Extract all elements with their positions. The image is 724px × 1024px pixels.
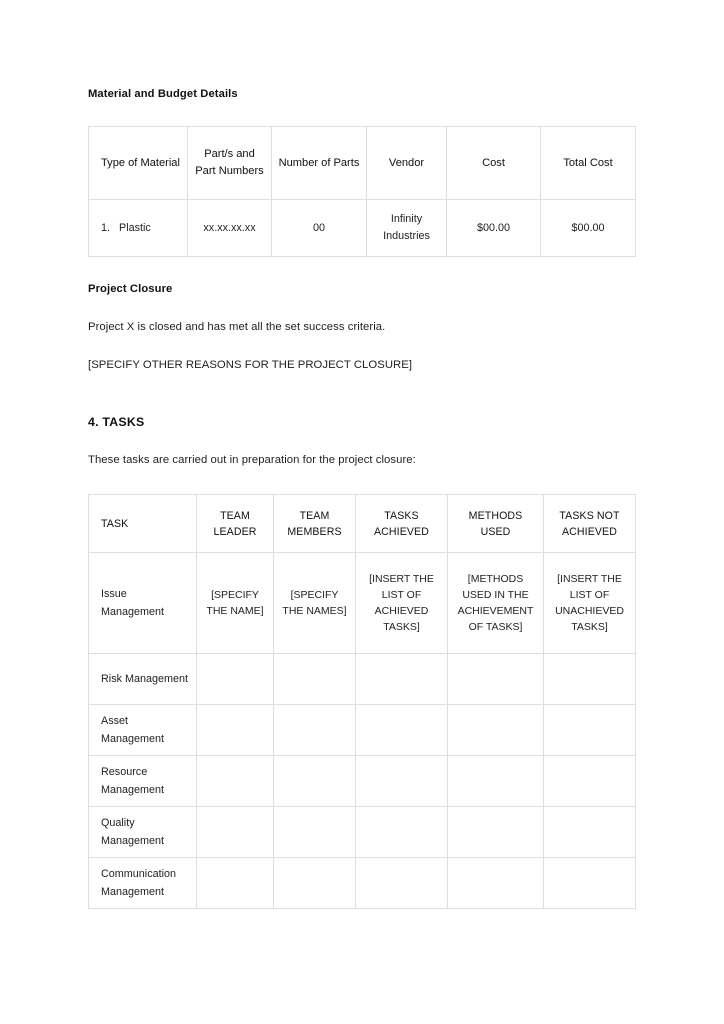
cell-task: Communication Management — [89, 858, 197, 909]
table-header-row — [89, 495, 636, 553]
tasks-intro-paragraph: These tasks are carried out in preparation for the project closure: — [88, 454, 416, 466]
cell-tasks-achieved — [356, 756, 448, 807]
spacer — [88, 335, 636, 357]
cell-team-leader — [197, 705, 274, 756]
table-row — [89, 756, 636, 807]
material-budget-table — [88, 126, 636, 257]
cell-tasks-not-achieved: [INSERT THE LIST OF UNACHIEVED TASKS] — [544, 553, 636, 654]
cell-tasks-not-achieved — [544, 807, 636, 858]
tasks-table — [88, 494, 636, 909]
cell-cost: $00.00 — [447, 200, 541, 257]
column-header-part-numbers: Part/s and Part Numbers — [188, 127, 272, 200]
project-closure-paragraph-1: Project X is closed and has met all the set success criteria. — [88, 321, 386, 333]
cell-team-members — [274, 756, 356, 807]
cell-tasks-not-achieved — [544, 858, 636, 909]
cell-tasks-not-achieved — [544, 756, 636, 807]
column-header-cost: Cost — [447, 127, 541, 200]
column-header-task: TASK — [89, 495, 197, 553]
row-number: 1. — [101, 221, 111, 234]
cell-task: Asset Management — [89, 705, 197, 756]
cell-tasks-not-achieved — [544, 705, 636, 756]
column-header-type-of-material: Type of Material — [89, 127, 188, 200]
cell-team-leader — [197, 858, 274, 909]
spacer — [88, 430, 636, 452]
cell-team-leader — [197, 654, 274, 705]
spacer — [88, 468, 636, 494]
spacer — [88, 257, 636, 282]
cell-methods-used: [METHODS USED IN THE ACHIEVEMENT OF TASKS] — [448, 553, 544, 654]
column-header-team-leader: TEAM LEADER — [197, 495, 274, 553]
material-budget-heading: Material and Budget Details — [88, 88, 238, 100]
cell-team-members — [274, 705, 356, 756]
cell-team-leader — [197, 756, 274, 807]
cell-methods-used — [448, 756, 544, 807]
cell-vendor: Infinity Industries — [367, 200, 447, 257]
cell-task: Issue Management — [89, 553, 197, 654]
cell-methods-used — [448, 807, 544, 858]
cell-team-members — [274, 807, 356, 858]
column-header-methods-used: METHODS USED — [448, 495, 544, 553]
spacer — [88, 373, 636, 414]
table-row — [89, 200, 636, 257]
column-header-tasks-not-achieved: TASKS NOT ACHIEVED — [544, 495, 636, 553]
cell-tasks-achieved — [356, 705, 448, 756]
table-row — [89, 858, 636, 909]
cell-total-cost: $00.00 — [541, 200, 636, 257]
column-header-vendor: Vendor — [367, 127, 447, 200]
table-header-row — [89, 127, 636, 200]
table-row — [89, 705, 636, 756]
cell-task: Risk Management — [89, 654, 197, 705]
cell-methods-used — [448, 705, 544, 756]
cell-task: Resource Management — [89, 756, 197, 807]
project-closure-paragraph-2: [SPECIFY OTHER REASONS FOR THE PROJECT CLOSURE] — [88, 359, 413, 371]
cell-team-members: [SPECIFY THE NAMES] — [274, 553, 356, 654]
document-content — [88, 87, 636, 909]
table-row — [89, 553, 636, 654]
material-name: Plastic — [119, 221, 151, 234]
cell-team-members — [274, 858, 356, 909]
cell-tasks-not-achieved — [544, 654, 636, 705]
cell-team-members — [274, 654, 356, 705]
cell-number-of-parts: 00 — [272, 200, 367, 257]
cell-tasks-achieved — [356, 654, 448, 705]
column-header-tasks-achieved: TASKS ACHIEVED — [356, 495, 448, 553]
cell-team-leader: [SPECIFY THE NAME] — [197, 553, 274, 654]
cell-methods-used — [448, 858, 544, 909]
cell-tasks-achieved: [INSERT THE LIST OF ACHIEVED TASKS] — [356, 553, 448, 654]
column-header-total-cost: Total Cost — [541, 127, 636, 200]
cell-tasks-achieved — [356, 807, 448, 858]
cell-type-of-material — [89, 200, 188, 257]
column-header-number-of-parts: Number of Parts — [272, 127, 367, 200]
tasks-section-heading: 4. TASKS — [88, 415, 145, 429]
spacer — [88, 102, 636, 126]
table-row — [89, 807, 636, 858]
column-header-team-members: TEAM MEMBERS — [274, 495, 356, 553]
cell-team-leader — [197, 807, 274, 858]
cell-methods-used — [448, 654, 544, 705]
table-row — [89, 654, 636, 705]
cell-task: Quality Management — [89, 807, 197, 858]
spacer — [88, 297, 636, 319]
project-closure-heading: Project Closure — [88, 283, 173, 295]
cell-part-numbers: xx.xx.xx.xx — [188, 200, 272, 257]
cell-tasks-achieved — [356, 858, 448, 909]
